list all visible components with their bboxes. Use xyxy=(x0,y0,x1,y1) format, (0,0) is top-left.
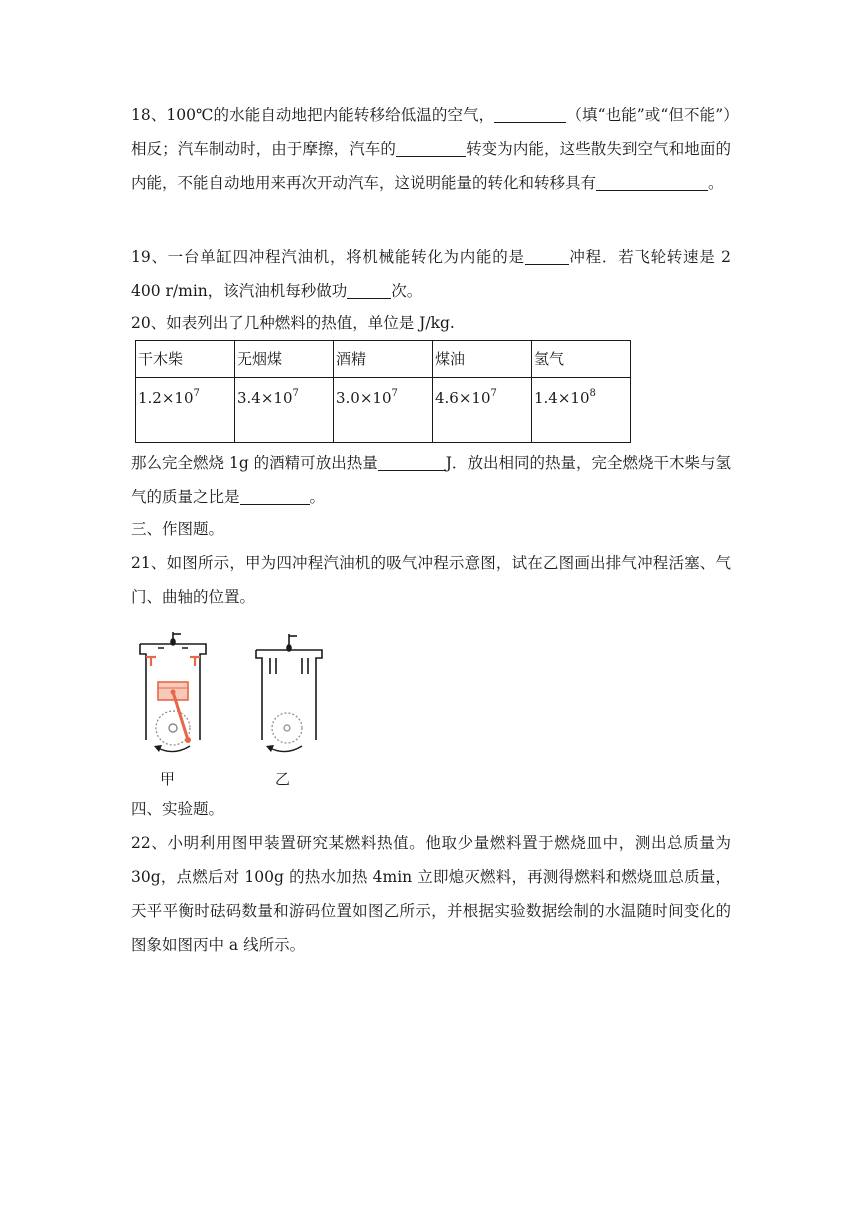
table-value-row xyxy=(136,378,631,443)
heat-value-mantissa: 1.4×10 xyxy=(534,389,590,407)
q19-blank-2[interactable] xyxy=(347,280,391,299)
q19-text-2: 冲程．若飞轮转速是 2 400 r/min，该汽油机每秒做功 xyxy=(131,248,731,300)
heat-value-exponent: 7 xyxy=(292,388,299,399)
question-19 xyxy=(131,240,731,308)
fuel-name-cell: 无烟煤 xyxy=(235,341,334,378)
figure-label-b: 乙 xyxy=(275,770,291,788)
figure-label-a: 甲 xyxy=(160,770,176,788)
question-22: 22、小明利用图甲装置研究某燃料热值。他取少量燃料置于燃烧皿中，测出总质量为 30g，点燃后对 100g 的热水加热 4min 立即熄灭燃料，再测得燃料和燃烧皿总质量，天平平衡时砝码数量和游码位置如图乙所示，并根据实验数据绘制的水温随时间变化的图象如图丙中 a 线所示。 xyxy=(131,834,731,954)
q19-blank-1[interactable] xyxy=(525,246,569,265)
section-heading-drawing: 三、作图题。 xyxy=(131,520,225,538)
engine-blank-diagram-icon xyxy=(252,630,326,748)
question-20-body xyxy=(131,446,731,514)
q20-text-1: 那么完全燃烧 1g 的酒精可放出热量 xyxy=(131,454,378,472)
heat-value-exponent: 7 xyxy=(490,388,497,399)
heat-value-exponent: 8 xyxy=(589,388,596,399)
heat-value-cell xyxy=(433,378,532,443)
fuel-name-cell: 干木柴 xyxy=(136,341,235,378)
q18-text-1: 18、100℃的水能自动地把内能转移给低温的空气， xyxy=(131,106,495,124)
q20-blank-2[interactable] xyxy=(240,486,310,505)
section-heading-experiment: 四、实验题。 xyxy=(131,800,225,818)
question-21: 21、如图所示，甲为四冲程汽油机的吸气冲程示意图，试在乙图画出排气冲程活塞、气门、曲轴的位置。 xyxy=(131,554,731,606)
rotation-arrow-icon xyxy=(262,742,308,758)
fuel-name-cell: 煤油 xyxy=(433,341,532,378)
fuel-heat-value-table xyxy=(135,340,631,443)
q20-blank-1[interactable] xyxy=(378,452,446,471)
question-20-intro: 20、如表列出了几种燃料的热值，单位是 J/kg. xyxy=(131,314,455,332)
heat-value-cell xyxy=(235,378,334,443)
heat-value-mantissa: 1.2×10 xyxy=(138,389,194,407)
heat-value-mantissa: 4.6×10 xyxy=(435,389,491,407)
engine-intake-diagram-icon xyxy=(136,630,210,748)
q18-blank-1[interactable] xyxy=(494,104,566,123)
q18-blank-2[interactable] xyxy=(396,138,466,157)
rotation-arrow-icon xyxy=(150,742,196,758)
heat-value-mantissa: 3.0×10 xyxy=(336,389,392,407)
heat-value-mantissa: 3.4×10 xyxy=(237,389,293,407)
q19-text-3: 次。 xyxy=(391,282,423,300)
heat-value-cell xyxy=(136,378,235,443)
fuel-name-cell: 酒精 xyxy=(334,341,433,378)
fuel-name-cell: 氢气 xyxy=(532,341,631,378)
q18-text-2: （填“也能”或“但不能”）相反；汽车制动时，由于摩擦，汽车的 xyxy=(131,106,731,158)
table-header-row xyxy=(136,341,631,378)
q18-blank-3[interactable] xyxy=(596,172,708,191)
heat-value-exponent: 7 xyxy=(193,388,200,399)
heat-value-cell xyxy=(334,378,433,443)
heat-value-exponent: 7 xyxy=(391,388,398,399)
q18-text-3: 转变为内能，这些散失到空气和地面的内能，不能自动地用来再次开动汽车，这说明能量的转化和转移具有 xyxy=(131,140,731,192)
heat-value-cell xyxy=(532,378,631,443)
question-18 xyxy=(131,98,731,200)
q20-text-3: 。 xyxy=(309,488,326,506)
q18-text-4: 。 xyxy=(708,174,724,192)
q20-text-2: J．放出相同的热量，完全燃烧干木柴与氢气的质量之比是 xyxy=(131,454,732,506)
q19-text-1: 19、一台单缸四冲程汽油机，将机械能转化为内能的是 xyxy=(131,248,525,266)
